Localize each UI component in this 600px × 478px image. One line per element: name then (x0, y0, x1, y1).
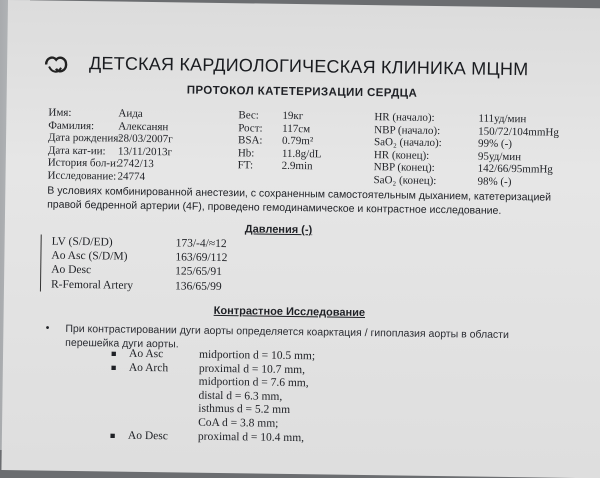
aorta-measurements (110, 347, 315, 445)
pressure-row: R-Femoral Artery 136/65/99 (50, 278, 222, 293)
measurement-row: CoA d = 3.8 mm; (198, 416, 279, 430)
square-bullet-icon: ■ (110, 362, 117, 373)
measurement-row: ■ Ao Desc proximal d = 10.4 mm, (109, 429, 305, 444)
metric-row: Рост: 117см (238, 121, 311, 135)
vital-row: SaO₂ (конец): 98% (-) (373, 174, 512, 189)
patient-row: Дата кат-ии: 13/11/2013г (47, 144, 173, 159)
vital-row: NBP (конец): 142/66/95mmHg (373, 161, 553, 176)
square-bullet-icon: ■ (109, 430, 116, 441)
body-metrics (238, 109, 322, 173)
square-bullet-icon: ■ (111, 348, 117, 359)
patient-row: Исследование: 24774 (47, 169, 146, 183)
measurement-row: ■ Ao Asc midportion d = 10.5 mm; (111, 347, 316, 363)
measurement-row: distal d = 6.3 mm, (198, 389, 283, 403)
metric-row: Вес: 19кг (238, 109, 304, 123)
vital-signs (373, 111, 559, 189)
catheterization-report-page (1, 0, 600, 478)
patient-row: История бол-и: 2742/13 (47, 156, 154, 171)
patient-row: Дата рождения: 28/03/2007г (47, 131, 173, 146)
procedure-description: В условиях комбинированной анестезии, с сохраненным самостоятельным дыханием, катетеризацией правой бедренной артерии (4F), проведено гемодинамическое и контрастное исследование. (47, 184, 552, 217)
contrast-finding: При контрастировании дуги аорты определяется коарктация / гипоплазия аорты в области перешейка дуги аорты. (65, 322, 509, 351)
patient-info (47, 107, 173, 184)
vital-row: NBP (начало): 150/72/104mmHg (374, 123, 559, 139)
vital-row: HR (конец): 95уд/мин (373, 148, 522, 163)
vital-row: HR (начало): 111уд/мин (374, 111, 527, 126)
clinic-name: ДЕТСКАЯ КАРДИОЛОГИЧЕСКАЯ КЛИНИКА МЦНМ (88, 53, 529, 80)
metric-row: FT: 2.9min (237, 159, 313, 173)
vital-row: SaO₂ (начало): 99% (-) (373, 136, 513, 151)
measurement-row: ■ Ao Arch proximal d = 10.7 mm, (110, 361, 306, 376)
pressure-table (40, 234, 228, 293)
metric-row: Hb: 11.8g/dL (237, 147, 322, 161)
patient-row: Фамилия: Алексанян (48, 119, 169, 133)
measurement-row: isthmus d = 5.2 mm (198, 403, 291, 417)
protocol-title: ПРОТОКОЛ КАТЕТЕРИЗАЦИИ СЕРДЦА (186, 84, 418, 100)
bullet-icon: • (45, 320, 50, 335)
metric-row: BSA: 0.79m² (237, 134, 314, 148)
pressure-row: Ao Asc (S/D/M) 163/69/112 (51, 249, 228, 265)
clinic-logo-icon (43, 53, 69, 75)
patient-row: Имя: Аида (48, 106, 143, 120)
pressure-section-title: Давления (-) (244, 223, 313, 237)
contrast-section-title: Контрастное Исследование (213, 304, 366, 320)
pressure-row: Ao Desc 125/65/91 (51, 264, 222, 279)
pressure-row: LV (S/D/ED) 173/-4/≈12 (51, 235, 227, 251)
measurement-row: midportion d = 7.6 mm, (198, 375, 309, 390)
